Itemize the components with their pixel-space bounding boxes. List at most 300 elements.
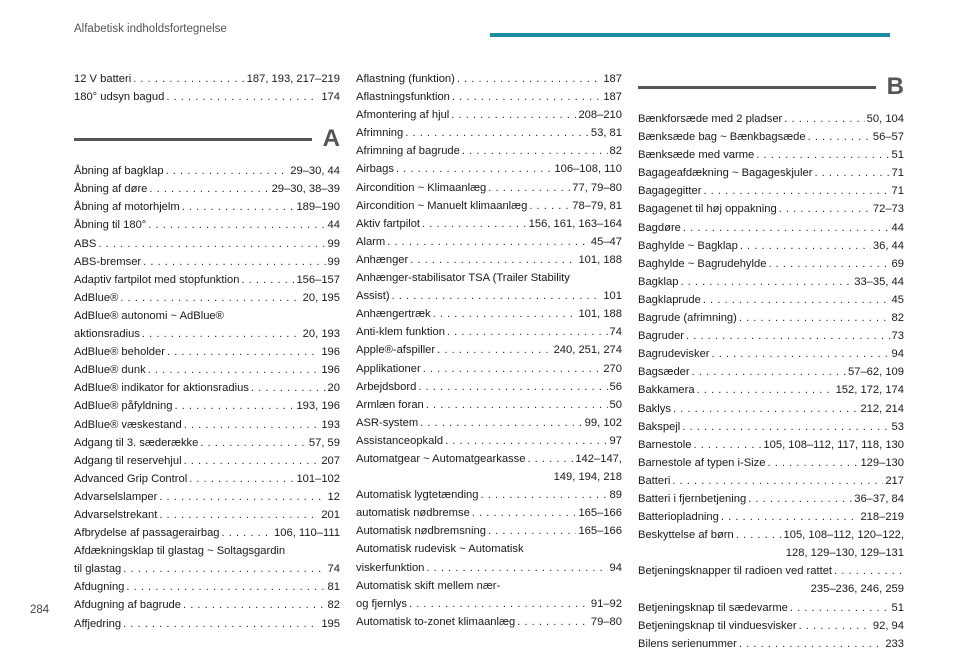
index-entry: [356, 450, 622, 468]
entry-pages: 156, 161, 163–164: [528, 217, 622, 230]
entry-term: Batteri: [638, 474, 671, 487]
index-entry: [638, 508, 904, 526]
entry-pages: 106, 110–111: [274, 527, 340, 540]
entry-term: Automatgear ~ Automatgearkasse: [356, 452, 526, 465]
index-entry: [356, 486, 622, 504]
dot-leader: [405, 124, 589, 142]
index-entry: [74, 325, 340, 343]
dot-leader: [808, 128, 871, 146]
entry-term: Åbning af bagklap: [74, 165, 164, 178]
index-entry: [638, 526, 904, 544]
index-entry: [638, 490, 904, 508]
index-entry: [638, 219, 904, 237]
entry-pages: 50: [609, 398, 622, 411]
entry-term: Apple®-afspiller: [356, 344, 436, 357]
index-entry: [356, 341, 622, 359]
dot-leader: [834, 562, 902, 580]
entry-term: Barnestole af typen i-Size: [638, 456, 766, 469]
entry-term: Batteri i fjernbetjening: [638, 492, 747, 505]
entry-pages: 193: [321, 418, 340, 431]
entry-term: og fjernlys: [356, 597, 407, 610]
dot-leader: [174, 397, 294, 415]
entry-term: Bagruder: [638, 330, 685, 343]
entry-term: Bakspejl: [638, 420, 681, 433]
dot-leader: [488, 522, 576, 540]
index-entry: [356, 233, 622, 251]
entry-pages: 20: [327, 382, 340, 395]
index-entry: [74, 434, 340, 452]
index-entry: [638, 291, 904, 309]
entry-pages: 89: [609, 489, 622, 502]
index-entry: [356, 287, 622, 305]
dot-leader: [423, 360, 602, 378]
index-entry: [638, 200, 904, 218]
index-entry-heading: Afdækningsklap til glastag ~ Soltagsgardin: [74, 545, 286, 558]
dot-leader: [241, 271, 294, 289]
entry-pages: 29–30, 38–39: [271, 183, 340, 196]
entry-pages: 97: [609, 434, 622, 447]
index-entry: [356, 197, 622, 215]
dot-leader: [529, 197, 570, 215]
index-entry: [356, 70, 622, 88]
entry-term: Afrimning: [356, 127, 404, 140]
entry-pages: 165–166: [578, 525, 622, 538]
entry-term: til glastag: [74, 563, 122, 576]
entry-term: Adgang til reservehjul: [74, 454, 182, 467]
entry-term: Bagrudevisker: [638, 348, 710, 361]
section-letter: A: [322, 125, 340, 153]
index-entry: [74, 416, 340, 434]
dot-leader: [123, 560, 325, 578]
dot-leader: [437, 341, 551, 359]
entry-term: Automatisk nødbremsning: [356, 525, 486, 538]
dot-leader: [433, 305, 577, 323]
entry-pages: 12: [327, 490, 340, 503]
entry-pages: 91–92: [590, 597, 622, 610]
numeric-entries: [74, 70, 340, 106]
entry-pages: 20, 195: [302, 291, 340, 304]
index-entry: [74, 253, 340, 271]
header-accent-bar: [490, 33, 890, 37]
entry-term: Anhænger: [356, 253, 409, 266]
index-entry: [356, 142, 622, 160]
entry-pages: 81: [327, 581, 340, 594]
entry-term: Bagsæder: [638, 366, 690, 379]
entry-term: Automatisk lygtetænding: [356, 489, 479, 502]
entry-term: Bagklap: [638, 275, 679, 288]
index-entry-heading: Automatisk skift mellem nær-: [356, 579, 501, 592]
entry-pages: 71: [891, 185, 904, 198]
dot-leader: [409, 595, 589, 613]
entry-term: Betjeningsknap til sædevarme: [638, 601, 788, 614]
entry-term: Adaptiv fartpilot med stopfunktion: [74, 273, 240, 286]
entry-pages: 189–190: [296, 201, 340, 214]
dot-leader: [768, 255, 889, 273]
dot-leader: [767, 454, 858, 472]
entry-term: Bænksæde med varme: [638, 149, 755, 162]
entry-pages: 99, 102: [584, 416, 622, 429]
index-entry: [638, 472, 904, 490]
entry-term: Arbejdsbord: [356, 380, 417, 393]
entry-term: Adgang til 3. sæderække: [74, 436, 199, 449]
index-entry: [356, 432, 622, 450]
dot-leader: [740, 237, 871, 255]
index-entry: [74, 524, 340, 542]
entry-pages: 240, 251, 274: [553, 344, 622, 357]
entry-pages: 72–73: [872, 203, 904, 216]
index-entry: [638, 255, 904, 273]
index-entry: [74, 198, 340, 216]
entry-pages: 165–166: [578, 507, 622, 520]
entry-pages: 105, 108–112, 120–122,: [783, 529, 904, 542]
entry-pages: 208–210: [578, 109, 622, 122]
index-entry-heading: AdBlue® autonomi ~ AdBlue®: [74, 309, 224, 322]
index-entry: [638, 327, 904, 345]
dot-leader: [680, 273, 852, 291]
entry-term: Anhængertræk: [356, 308, 431, 321]
index-entry: [638, 273, 904, 291]
index-entry: [638, 363, 904, 381]
dot-leader: [159, 506, 319, 524]
dot-leader: [445, 432, 607, 450]
dot-leader: [694, 436, 762, 454]
entry-pages: 201: [321, 508, 340, 521]
entry-pages: 79–80: [590, 615, 622, 628]
entry-term: Beskyttelse af børn: [638, 529, 734, 542]
entry-pages: 187: [603, 73, 622, 85]
entry-term: AdBlue® væskestand: [74, 418, 182, 431]
entry-term: Aircondition ~ Klimaanlæg: [356, 181, 487, 194]
index-entry: [74, 560, 340, 578]
entry-term: Anti-klem funktion: [356, 326, 445, 339]
running-title: Alfabetisk indholdsfortegnelse: [74, 23, 227, 35]
index-entry-heading: Anhænger-stabilisator TSA (Trailer Stability: [356, 272, 570, 285]
entry-term: Bakkamera: [638, 384, 695, 397]
dot-leader: [686, 327, 890, 345]
entry-pages: 56–57: [872, 131, 904, 144]
entry-term: Aircondition ~ Manuelt klimaanlæg: [356, 199, 528, 212]
entry-pages: 270: [603, 362, 622, 375]
entry-term: Baghylde ~ Bagrudehylde: [638, 257, 767, 270]
index-entry: [74, 578, 340, 596]
dot-leader: [182, 198, 295, 216]
section-rule: [74, 138, 312, 141]
index-entry: [74, 452, 340, 470]
entry-term: AdBlue® dunk: [74, 364, 146, 377]
entry-pages: 36–37, 84: [854, 492, 904, 505]
index-entry: [356, 215, 622, 233]
index-entry: [356, 251, 622, 269]
entry-term: Armlæn foran: [356, 398, 424, 411]
index-entry: [356, 613, 622, 631]
entry-pages: 44: [891, 221, 904, 234]
dot-leader: [739, 635, 883, 653]
dot-leader: [396, 160, 552, 178]
index-entry: [356, 559, 622, 577]
page-number: 284: [30, 604, 50, 616]
index-entry: [356, 106, 622, 124]
entry-pages: 218–219: [860, 511, 904, 524]
dot-leader: [98, 235, 325, 253]
section-header-b: [638, 73, 904, 110]
entry-term: ABS-bremser: [74, 255, 142, 268]
dot-leader: [426, 559, 607, 577]
section-letter: B: [886, 73, 904, 100]
index-entry: [74, 506, 340, 524]
entry-pages: 142–147,: [575, 452, 622, 465]
entry-term: AdBlue® påfyldning: [74, 400, 173, 413]
entry-pages: 101: [603, 290, 622, 303]
entry-term: Åbning til 180°: [74, 219, 147, 232]
index-entry: [356, 522, 622, 540]
entry-term: Afrimning af bagrude: [356, 145, 460, 158]
index-entry: [356, 414, 622, 432]
entry-pages: 29–30, 44: [290, 165, 340, 178]
entry-term: Bagklaprude: [638, 293, 701, 306]
entry-pages: 71: [891, 167, 904, 180]
dot-leader: [462, 142, 608, 160]
index-entry: [356, 124, 622, 142]
section-b-entries: [638, 110, 904, 653]
entry-term: Aflastning (funktion): [356, 73, 455, 85]
entry-pages: 69: [891, 257, 904, 270]
index-entry: [356, 378, 622, 396]
entry-pages: 82: [327, 599, 340, 612]
dot-leader: [166, 162, 289, 180]
entry-term: Afdugning af bagrude: [74, 599, 181, 612]
entry-term: ASR-system: [356, 416, 419, 429]
index-entry: [74, 180, 340, 198]
dot-leader: [123, 615, 319, 633]
entry-term: Betjeningsknapper til radioen ved rattet: [638, 565, 833, 578]
dot-leader: [142, 325, 301, 343]
entry-pages: 57–62, 109: [848, 366, 904, 379]
entry-pages: 99: [327, 255, 340, 268]
section-rule: [638, 86, 876, 89]
entry-term: Bagagenet til høj oppakning: [638, 203, 777, 216]
entry-pages: 92, 94: [872, 619, 904, 632]
entry-term: Afbrydelse af passagerairbag: [74, 527, 220, 540]
dot-leader: [721, 508, 859, 526]
entry-pages: 99: [327, 237, 340, 250]
section-a-entries: [74, 162, 340, 632]
index-entry: [74, 271, 340, 289]
entry-pages: 101, 188: [578, 308, 622, 321]
dot-leader: [739, 309, 890, 327]
dot-leader: [672, 472, 883, 490]
entry-pages: 101, 188: [578, 253, 622, 266]
entry-pages: 74: [327, 563, 340, 576]
entry-pages: 195: [321, 617, 340, 630]
dot-leader: [183, 596, 326, 614]
entry-pages: 53: [891, 420, 904, 433]
index-entry: [638, 617, 904, 635]
entry-pages: 77, 79–80: [572, 181, 622, 194]
entry-pages: 196: [321, 346, 340, 359]
entry-pages: 82: [609, 145, 622, 158]
entry-pages: 196: [321, 364, 340, 377]
entry-term: Barnestole: [638, 438, 692, 451]
index-entry: [74, 470, 340, 488]
entry-pages: 233: [885, 637, 904, 650]
dot-leader: [222, 524, 273, 542]
dot-leader: [148, 216, 325, 234]
dot-leader: [692, 363, 846, 381]
entry-term: Aflastningsfunktion: [356, 91, 450, 104]
entry-pages: 78–79, 81: [572, 199, 622, 212]
index-entry: [356, 504, 622, 522]
entry-term: Afdugning: [74, 581, 125, 594]
entry-pages: 152, 172, 174: [835, 384, 904, 397]
entry-term: AdBlue® beholder: [74, 346, 165, 359]
dot-leader: [736, 526, 782, 544]
entry-pages: 74: [609, 326, 622, 339]
entry-pages: 187: [603, 91, 622, 104]
index-entry: [638, 146, 904, 164]
dot-leader: [422, 215, 527, 233]
index-entry: [638, 635, 904, 653]
entry-pages: 106–108, 110: [554, 163, 622, 176]
entry-term: AdBlue®: [74, 291, 119, 304]
entry-term: automatisk nødbremse: [356, 507, 470, 520]
dot-leader: [451, 106, 576, 124]
entry-pages: 212, 214: [860, 402, 904, 415]
entry-pages: 217: [885, 474, 904, 487]
index-column-3: [638, 73, 904, 653]
entry-term: Bænksæde bag ~ Bænkbagsæde: [638, 131, 806, 144]
index-entry: [74, 235, 340, 253]
index-entry: [638, 164, 904, 182]
entry-pages: 105, 108–112, 117, 118, 130: [763, 438, 904, 451]
dot-leader: [697, 381, 834, 399]
index-entry: [356, 360, 622, 378]
dot-leader: [167, 343, 319, 361]
dot-leader: [159, 488, 325, 506]
entry-term: Assistanceopkald: [356, 434, 444, 447]
entry-pages: 82: [891, 312, 904, 325]
dot-leader: [472, 504, 577, 522]
section-a-entries-continued: [356, 70, 622, 631]
dot-leader: [457, 70, 601, 88]
index-entry: [356, 88, 622, 106]
index-entry: [638, 182, 904, 200]
dot-leader: [447, 323, 608, 341]
entry-term: Baghylde ~ Bagklap: [638, 239, 738, 252]
entry-pages: 187, 193, 217–219: [246, 73, 340, 85]
entry-term: Baklys: [638, 402, 671, 415]
entry-pages: 50, 104: [866, 113, 904, 125]
index-column-2: [356, 70, 622, 631]
index-entry: [638, 562, 904, 580]
dot-leader: [184, 416, 320, 434]
dot-leader: [418, 378, 607, 396]
dot-leader: [790, 599, 890, 617]
section-header-a: [74, 125, 340, 162]
index-entry: [638, 454, 904, 472]
index-entry-heading: Automatisk rudevisk ~ Automatisk: [356, 543, 524, 556]
entry-term: Alarm: [356, 235, 386, 248]
index-entry: [638, 345, 904, 363]
entry-pages: 156–157: [296, 273, 340, 286]
entry-term: AdBlue® indikator for aktionsradius: [74, 382, 249, 395]
dot-leader: [166, 88, 319, 106]
entry-term: Batteriopladning: [638, 511, 719, 524]
entry-pages: 73: [891, 330, 904, 343]
dot-leader: [784, 110, 864, 128]
index-entry: [74, 615, 340, 633]
entry-pages-continued: 128, 129–130, 129–131: [785, 547, 904, 560]
dot-leader: [184, 452, 320, 470]
entry-term: Bilens serienummer: [638, 637, 737, 650]
index-entry: [356, 595, 622, 613]
dot-leader: [143, 253, 325, 271]
entry-pages: 20, 193: [302, 328, 340, 341]
index-entry: [356, 179, 622, 197]
dot-leader: [251, 379, 326, 397]
entry-pages: 193, 196: [296, 400, 340, 413]
entry-term: Advanced Grip Control: [74, 472, 188, 485]
dot-leader: [756, 146, 889, 164]
dot-leader: [392, 287, 602, 305]
entry-term: Afmontering af hjul: [356, 109, 450, 122]
entry-term: 12 V batteri: [74, 73, 132, 85]
entry-pages: 45–47: [590, 235, 622, 248]
index-entry: [356, 396, 622, 414]
dot-leader: [426, 396, 608, 414]
dot-leader: [387, 233, 589, 251]
index-entry: [74, 70, 340, 88]
dot-leader: [748, 490, 852, 508]
entry-pages: 45: [891, 293, 904, 306]
entry-term: aktionsradius: [74, 328, 140, 341]
dot-leader: [527, 450, 573, 468]
index-entry: [74, 88, 340, 106]
index-entry: [74, 488, 340, 506]
dot-leader: [682, 418, 889, 436]
entry-term: Bagdøre: [638, 221, 681, 234]
entry-term: Applikationer: [356, 362, 421, 375]
index-entry: [74, 397, 340, 415]
index-entry: [638, 400, 904, 418]
dot-leader: [133, 70, 244, 88]
entry-term: Advarselstrekant: [74, 508, 158, 521]
entry-term: Automatisk to-zonet klimaanlæg: [356, 615, 516, 628]
entry-pages: 57, 59: [308, 436, 340, 449]
index-entry: [638, 381, 904, 399]
entry-term: Assist): [356, 290, 390, 303]
index-column-1: [74, 70, 340, 633]
entry-pages: 129–130: [860, 456, 904, 469]
dot-leader: [149, 180, 269, 198]
index-entry: [638, 128, 904, 146]
index-entry: [638, 436, 904, 454]
dot-leader: [703, 182, 889, 200]
entry-term: Bagageafdækning ~ Bagageskjuler: [638, 167, 813, 180]
entry-term: Aktiv fartpilot: [356, 217, 421, 230]
dot-leader: [814, 164, 889, 182]
dot-leader: [200, 434, 307, 452]
entry-term: Bænkforsæde med 2 pladser: [638, 113, 783, 125]
entry-term: ABS: [74, 237, 97, 250]
entry-pages: 44: [327, 219, 340, 232]
index-entry: [74, 216, 340, 234]
entry-pages: 101–102: [296, 472, 340, 485]
index-entry: [74, 361, 340, 379]
entry-pages: 207: [321, 454, 340, 467]
dot-leader: [488, 179, 570, 197]
entry-pages: 33–35, 44: [854, 275, 904, 288]
index-entry: [356, 323, 622, 341]
